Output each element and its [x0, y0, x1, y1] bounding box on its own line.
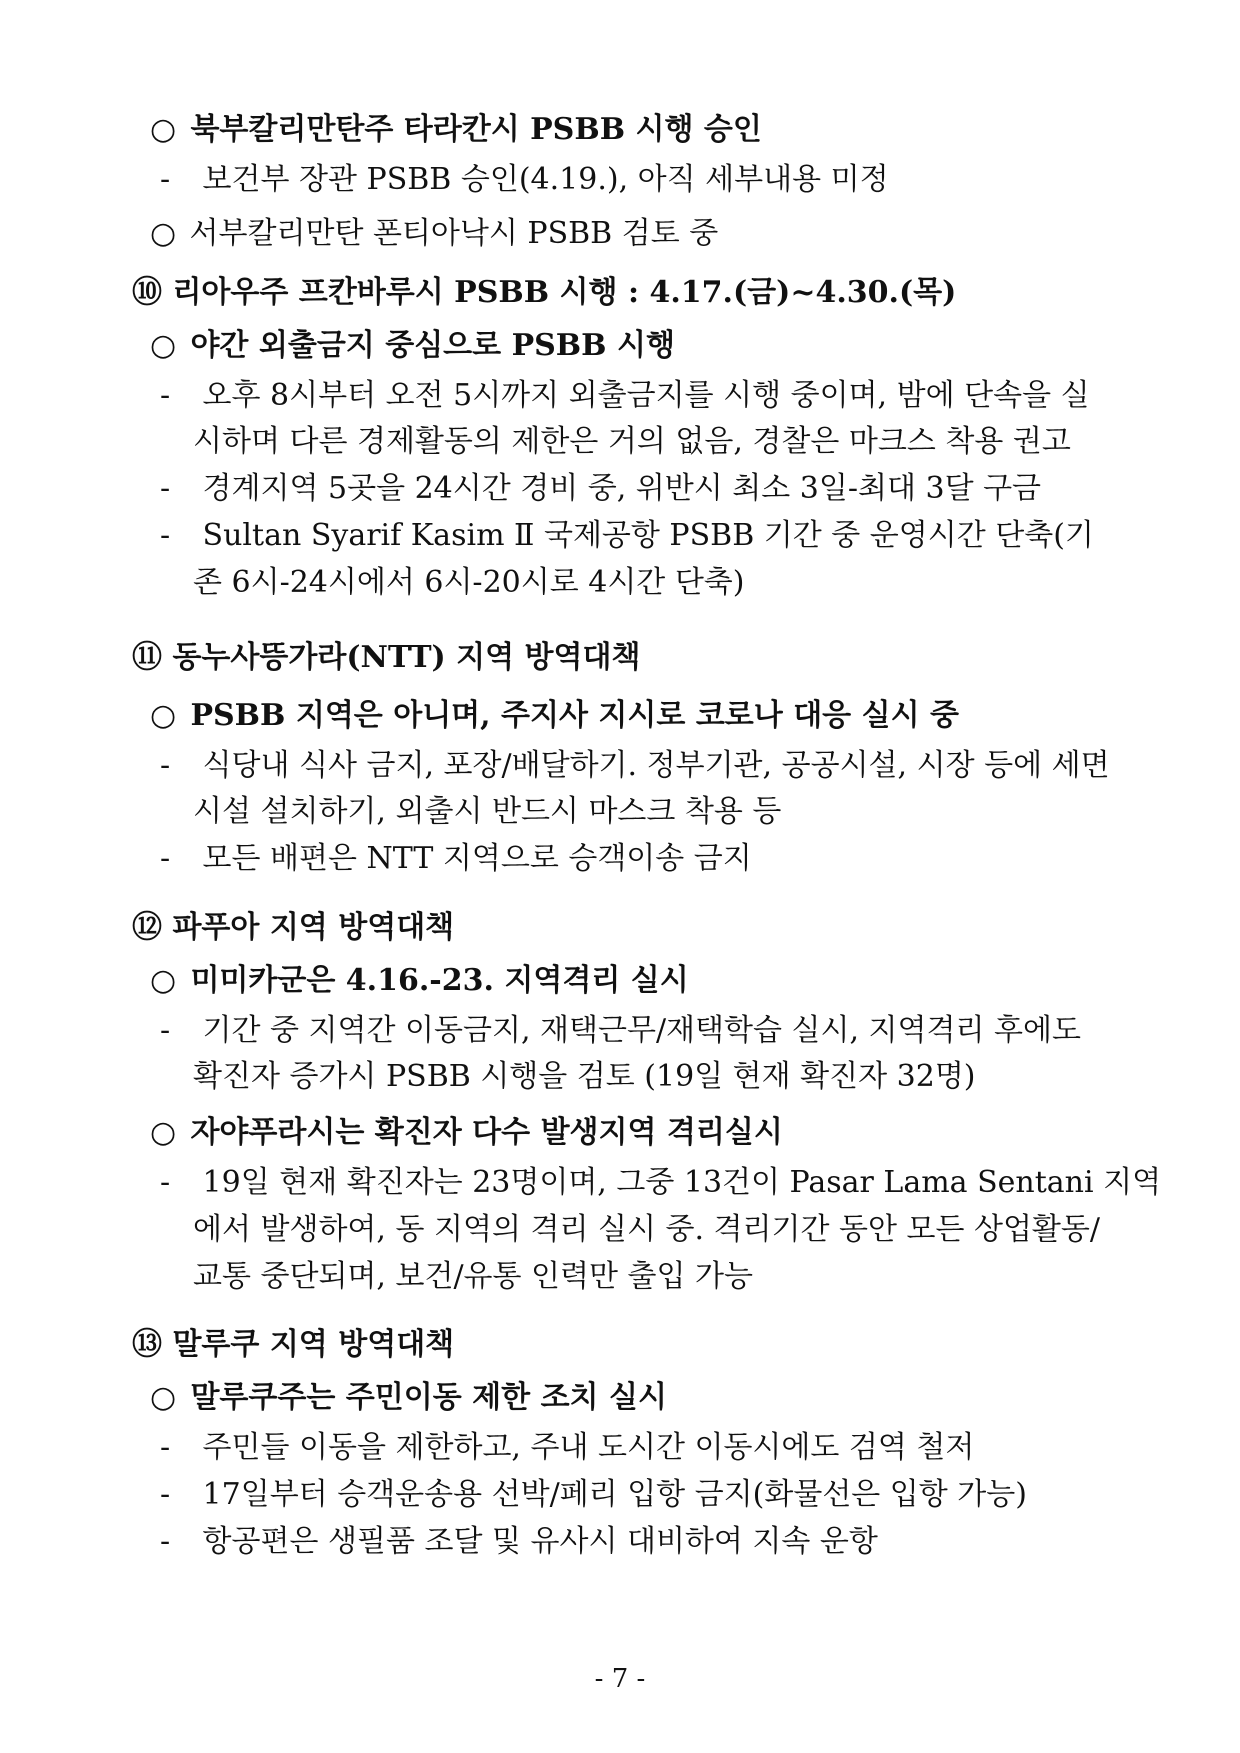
circle-bullet-icon: ○: [150, 112, 177, 147]
dash-text: 모든 배편은 NTT 지역으로 승객이송 금지: [202, 841, 752, 876]
dash-text: 경계지역 5곳을 24시간 경비 중, 위반시 최소 3일-최대 3달 구금: [202, 471, 1042, 506]
page-number: - 7 -: [594, 1664, 646, 1694]
bullet-text: 자야푸라시는 확진자 다수 발생지역 격리실시: [190, 1115, 783, 1150]
dash-item: [160, 378, 1090, 414]
dash-mark: -: [160, 162, 171, 197]
continuation-line: 시설 설치하기, 외출시 반드시 마스크 착용 등: [193, 794, 782, 829]
continuation-line: 확진자 증가시 PSBB 시행을 검토 (19일 현재 확진자 32명): [193, 1059, 976, 1094]
bullet-night-curfew: [150, 328, 675, 364]
circle-bullet-icon: ○: [150, 1380, 177, 1415]
dash-text: 17일부터 승객운송용 선박/페리 입항 금지(화물선은 입항 가능): [202, 1477, 1027, 1512]
dash-item: [160, 841, 752, 877]
dash-item: [160, 162, 889, 198]
dash-item: [160, 1013, 1081, 1049]
dash-mark: -: [160, 518, 171, 553]
circle-bullet-icon: ○: [150, 698, 177, 733]
dash-text: Sultan Syarif Kasim Ⅱ 국제공항 PSBB 기간 중 운영시간 단축(기: [202, 518, 1094, 553]
dash-text: 기간 중 지역간 이동금지, 재택근무/재택학습 실시, 지역격리 후에도: [202, 1013, 1081, 1048]
dash-text: 오후 8시부터 오전 5시까지 외출금지를 시행 중이며, 밤에 단속을 실: [202, 378, 1090, 413]
bullet-text: PSBB 지역은 아니며, 주지사 지시로 코로나 대응 실시 중: [190, 698, 959, 733]
dash-mark: -: [160, 471, 171, 506]
circle-bullet-icon: ○: [150, 328, 177, 363]
bullet-pontianak: [150, 216, 718, 252]
bullet-mimika: [150, 963, 689, 999]
bullet-text: 말루쿠주는 주민이동 제한 조치 실시: [190, 1380, 667, 1415]
section-header-maluku: ⑬ 말루쿠 지역 방역대책: [132, 1327, 455, 1362]
bullet-text: 미미카군은 4.16.-23. 지역격리 실시: [190, 963, 689, 998]
bullet-tarakan: [150, 112, 762, 148]
circle-bullet-icon: ○: [150, 1115, 177, 1150]
continuation-line: 존 6시-24시에서 6시-20시로 4시간 단축): [193, 565, 745, 600]
circle-bullet-icon: ○: [150, 216, 177, 251]
bullet-maluku: [150, 1380, 667, 1416]
dash-item: [160, 518, 1094, 554]
dash-text: 19일 현재 확진자는 23명이며, 그중 13건이 Pasar Lama Sentani 지역: [202, 1165, 1162, 1200]
dash-mark: -: [160, 1430, 171, 1465]
continuation-line: 교통 중단되며, 보건/유통 인력만 출입 가능: [193, 1259, 753, 1294]
dash-text: 식당내 식사 금지, 포장/배달하기. 정부기관, 공공시설, 시장 등에 세면: [202, 748, 1110, 783]
bullet-text: 서부칼리만탄 폰티아낙시 PSBB 검토 중: [189, 216, 719, 251]
dash-text: 항공편은 생필품 조달 및 유사시 대비하여 지속 운항: [202, 1524, 878, 1559]
bullet-jayapura: [150, 1115, 783, 1151]
dash-mark: -: [160, 841, 171, 876]
dash-mark: -: [160, 1477, 171, 1512]
section-header-ntt: ⑪ 동누사뜽가라(NTT) 지역 방역대책: [132, 640, 641, 675]
dash-mark: -: [160, 378, 171, 413]
dash-item: [160, 1524, 878, 1560]
dash-item: [160, 1165, 1161, 1201]
continuation-line: 에서 발생하여, 동 지역의 격리 실시 중. 격리기간 동안 모든 상업활동/: [193, 1212, 1101, 1247]
dash-mark: -: [160, 1524, 171, 1559]
dash-item: [160, 748, 1110, 784]
section-header-papua: ⑫ 파푸아 지역 방역대책: [132, 910, 455, 945]
bullet-ntt-response: [150, 698, 959, 734]
dash-mark: -: [160, 1165, 171, 1200]
dash-item: [160, 471, 1041, 507]
dash-text: 보건부 장관 PSBB 승인(4.19.), 아직 세부내용 미정: [202, 162, 889, 197]
dash-text: 주민들 이동을 제한하고, 주내 도시간 이동시에도 검역 철저: [202, 1430, 975, 1465]
bullet-text: 북부칼리만탄주 타라칸시 PSBB 시행 승인: [190, 112, 762, 147]
dash-item: [160, 1477, 1027, 1513]
circle-bullet-icon: ○: [150, 963, 177, 998]
bullet-text: 야간 외출금지 중심으로 PSBB 시행: [190, 328, 675, 363]
dash-item: [160, 1430, 974, 1466]
dash-mark: -: [160, 748, 171, 783]
continuation-line: 시하며 다른 경제활동의 제한은 거의 없음, 경찰은 마크스 착용 권고: [193, 424, 1071, 459]
section-header-riau: ⑩ 리아우주 프칸바루시 PSBB 시행 : 4.17.(금)~4.30.(목): [132, 275, 957, 310]
dash-mark: -: [160, 1013, 171, 1048]
